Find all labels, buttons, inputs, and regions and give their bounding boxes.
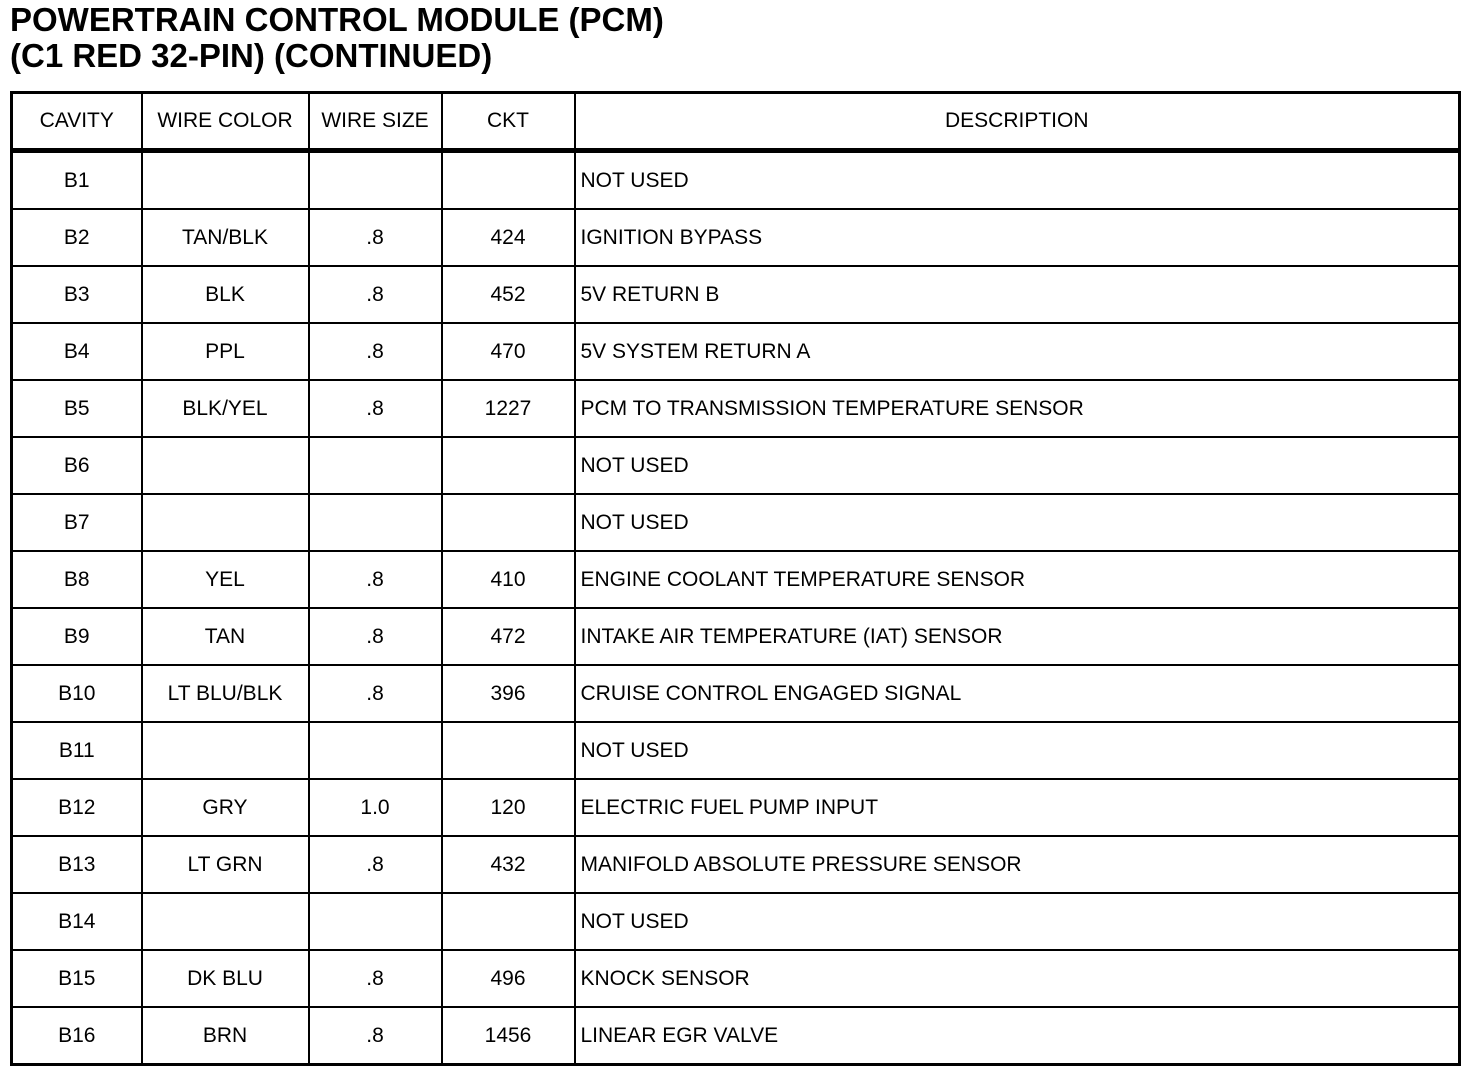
table-body — [12, 151, 1460, 1065]
cell-description: LINEAR EGR VALVE — [575, 1007, 1460, 1065]
cell-ckt: 424 — [442, 209, 575, 266]
cell-wire-size: .8 — [309, 1007, 442, 1065]
cell-wire-color: YEL — [142, 551, 309, 608]
cell-wire-color: GRY — [142, 779, 309, 836]
cell-wire-color: LT GRN — [142, 836, 309, 893]
cell-description: ELECTRIC FUEL PUMP INPUT — [575, 779, 1460, 836]
cell-cavity: B6 — [12, 437, 142, 494]
cell-ckt: 120 — [442, 779, 575, 836]
cell-description: CRUISE CONTROL ENGAGED SIGNAL — [575, 665, 1460, 722]
cell-cavity: B4 — [12, 323, 142, 380]
cell-wire-size: .8 — [309, 665, 442, 722]
cell-ckt: 496 — [442, 950, 575, 1007]
cell-cavity: B14 — [12, 893, 142, 950]
header-wire-size: WIRE SIZE — [309, 93, 442, 151]
table-row — [12, 665, 1460, 722]
cell-wire-size: .8 — [309, 608, 442, 665]
cell-description: KNOCK SENSOR — [575, 950, 1460, 1007]
cell-ckt: 396 — [442, 665, 575, 722]
header-wire-color: WIRE COLOR — [142, 93, 309, 151]
table-row — [12, 151, 1460, 210]
cell-wire-size — [309, 437, 442, 494]
cell-wire-color: BRN — [142, 1007, 309, 1065]
cell-wire-size — [309, 151, 442, 210]
cell-wire-color — [142, 151, 309, 210]
cell-wire-color: PPL — [142, 323, 309, 380]
cell-description: INTAKE AIR TEMPERATURE (IAT) SENSOR — [575, 608, 1460, 665]
cell-wire-size: .8 — [309, 551, 442, 608]
cell-cavity: B8 — [12, 551, 142, 608]
cell-ckt: 472 — [442, 608, 575, 665]
header-row — [12, 93, 1460, 151]
cell-description: 5V RETURN B — [575, 266, 1460, 323]
title-line-2: (C1 RED 32-PIN) (CONTINUED) — [10, 37, 493, 74]
cell-wire-size: .8 — [309, 323, 442, 380]
header-description: DESCRIPTION — [575, 93, 1460, 151]
cell-description: ENGINE COOLANT TEMPERATURE SENSOR — [575, 551, 1460, 608]
cell-wire-color: TAN — [142, 608, 309, 665]
header-ckt: CKT — [442, 93, 575, 151]
table-row — [12, 494, 1460, 551]
table-row — [12, 893, 1460, 950]
cell-wire-color — [142, 722, 309, 779]
cell-description: NOT USED — [575, 893, 1460, 950]
cell-cavity: B9 — [12, 608, 142, 665]
cell-wire-size: 1.0 — [309, 779, 442, 836]
cell-ckt: 410 — [442, 551, 575, 608]
table-row — [12, 836, 1460, 893]
cell-description: NOT USED — [575, 722, 1460, 779]
table-row — [12, 323, 1460, 380]
cell-ckt — [442, 437, 575, 494]
table-row — [12, 608, 1460, 665]
cell-cavity: B2 — [12, 209, 142, 266]
cell-wire-size: .8 — [309, 209, 442, 266]
cell-ckt: 470 — [442, 323, 575, 380]
cell-ckt — [442, 494, 575, 551]
cell-description: IGNITION BYPASS — [575, 209, 1460, 266]
cell-wire-color: TAN/BLK — [142, 209, 309, 266]
cell-wire-size — [309, 494, 442, 551]
cell-cavity: B10 — [12, 665, 142, 722]
cell-description: MANIFOLD ABSOLUTE PRESSURE SENSOR — [575, 836, 1460, 893]
cell-wire-size: .8 — [309, 836, 442, 893]
table-row — [12, 209, 1460, 266]
table-row — [12, 722, 1460, 779]
cell-cavity: B16 — [12, 1007, 142, 1065]
cell-wire-size: .8 — [309, 380, 442, 437]
cell-wire-color — [142, 437, 309, 494]
cell-wire-color: BLK/YEL — [142, 380, 309, 437]
table-row — [12, 950, 1460, 1007]
cell-wire-size — [309, 722, 442, 779]
table-row — [12, 551, 1460, 608]
table-row — [12, 437, 1460, 494]
cell-description: NOT USED — [575, 437, 1460, 494]
cell-description: 5V SYSTEM RETURN A — [575, 323, 1460, 380]
cell-ckt — [442, 151, 575, 210]
pin-table — [10, 91, 1461, 1066]
cell-description: NOT USED — [575, 151, 1460, 210]
cell-cavity: B1 — [12, 151, 142, 210]
title-line-1: POWERTRAIN CONTROL MODULE (PCM) — [10, 1, 664, 38]
table-header — [12, 93, 1460, 151]
cell-description: NOT USED — [575, 494, 1460, 551]
cell-ckt: 1227 — [442, 380, 575, 437]
cell-ckt — [442, 722, 575, 779]
cell-cavity: B13 — [12, 836, 142, 893]
cell-ckt: 432 — [442, 836, 575, 893]
cell-cavity: B15 — [12, 950, 142, 1007]
cell-description: PCM TO TRANSMISSION TEMPERATURE SENSOR — [575, 380, 1460, 437]
cell-wire-color: BLK — [142, 266, 309, 323]
cell-wire-size: .8 — [309, 266, 442, 323]
page-title — [10, 2, 664, 74]
table-row — [12, 779, 1460, 836]
cell-wire-color — [142, 893, 309, 950]
cell-wire-color — [142, 494, 309, 551]
header-cavity: CAVITY — [12, 93, 142, 151]
cell-ckt — [442, 893, 575, 950]
cell-cavity: B7 — [12, 494, 142, 551]
cell-wire-size: .8 — [309, 950, 442, 1007]
table-row — [12, 266, 1460, 323]
cell-wire-size — [309, 893, 442, 950]
table-row — [12, 1007, 1460, 1065]
cell-ckt: 1456 — [442, 1007, 575, 1065]
cell-cavity: B5 — [12, 380, 142, 437]
cell-wire-color: LT BLU/BLK — [142, 665, 309, 722]
cell-ckt: 452 — [442, 266, 575, 323]
cell-cavity: B11 — [12, 722, 142, 779]
table-row — [12, 380, 1460, 437]
cell-wire-color: DK BLU — [142, 950, 309, 1007]
cell-cavity: B12 — [12, 779, 142, 836]
cell-cavity: B3 — [12, 266, 142, 323]
